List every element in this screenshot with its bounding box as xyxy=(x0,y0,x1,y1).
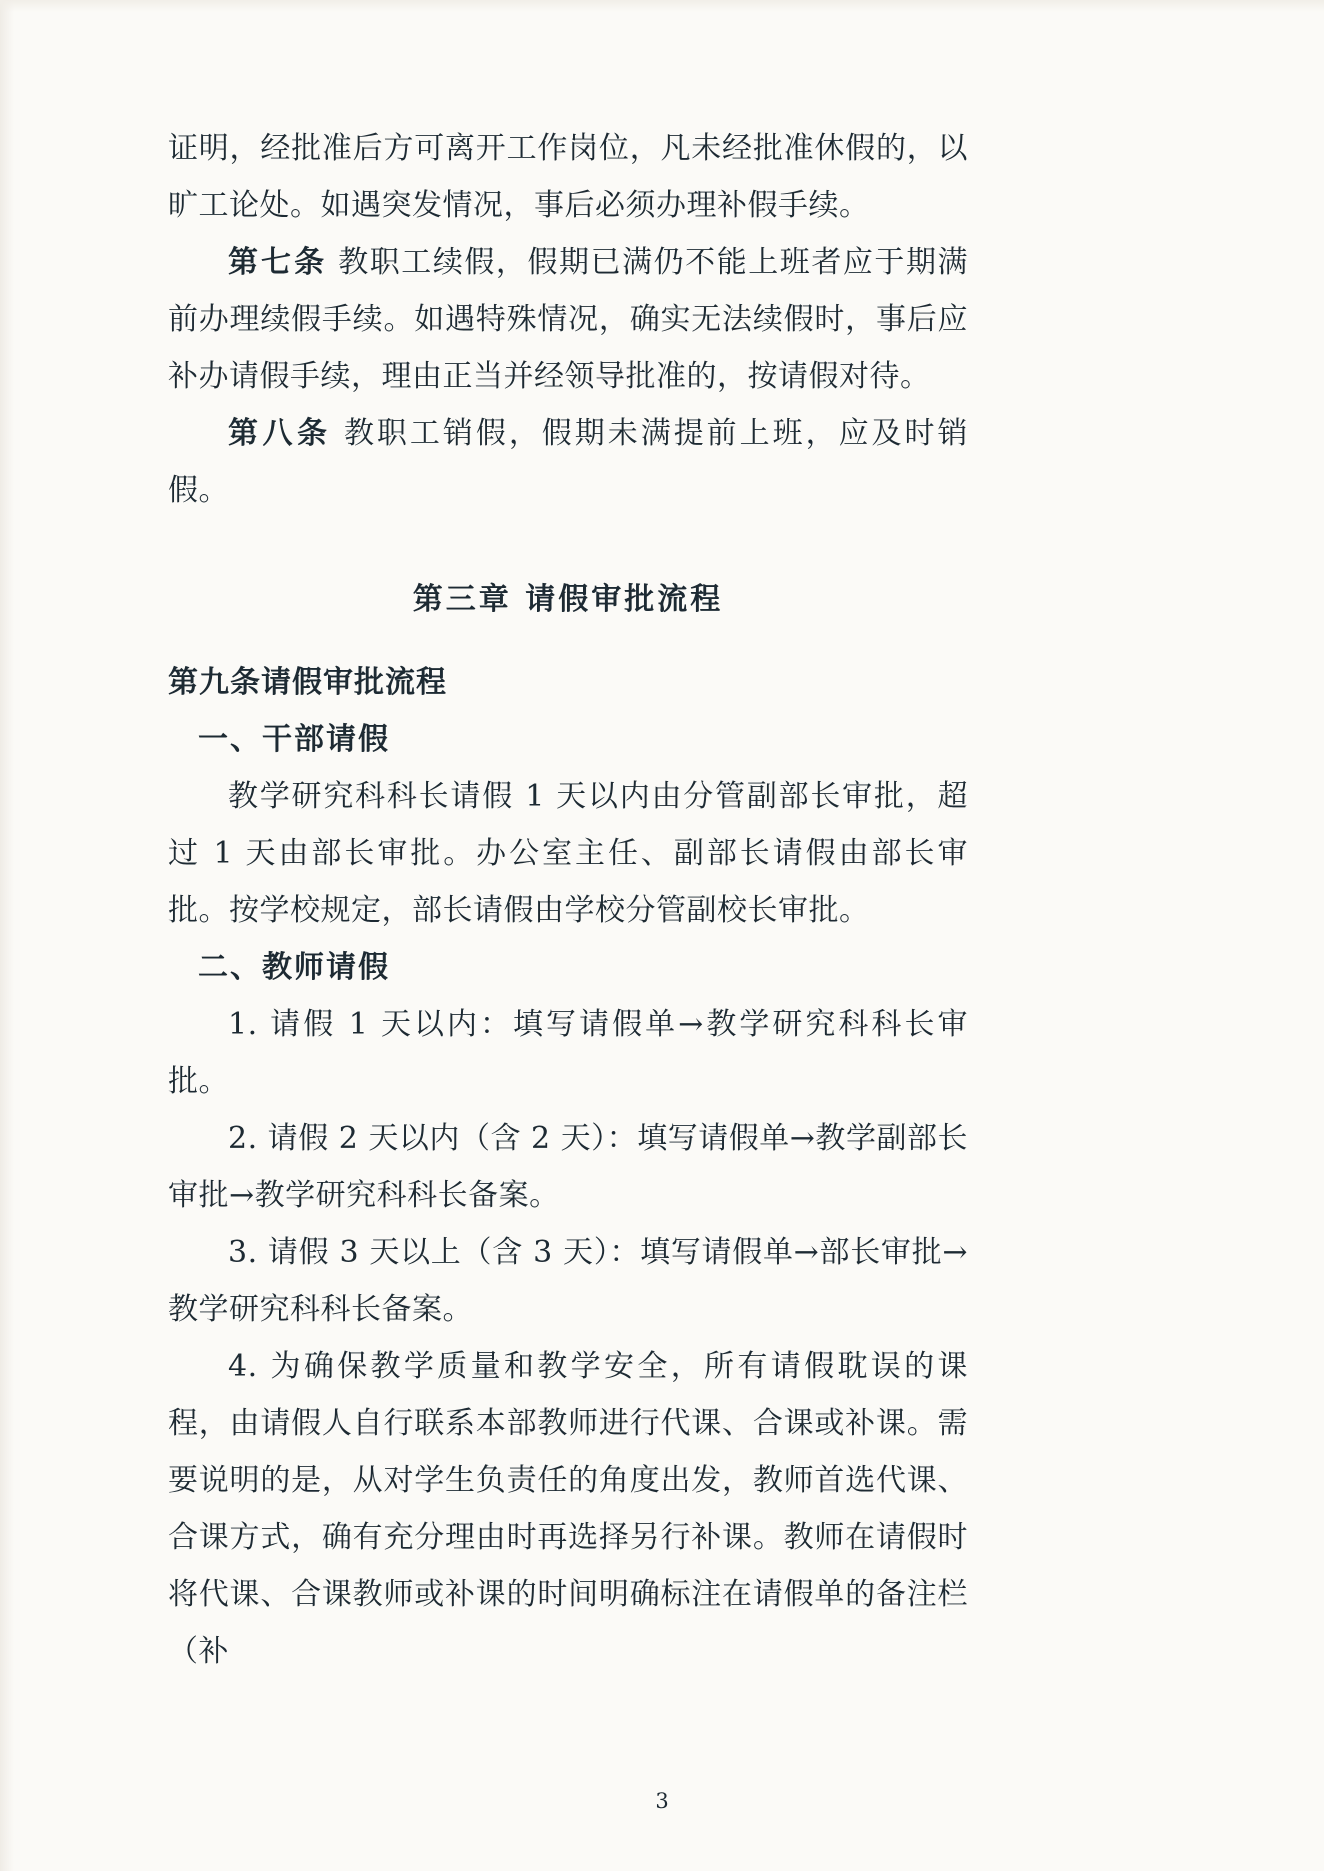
chapter-heading: 第三章 请假审批流程 xyxy=(412,582,724,617)
article-body-8: 教职工销假，假期未满提前上班，应及时销假。 xyxy=(168,416,969,508)
paragraph-section-2-3: 3. 请假 3 天以上（含 3 天）：填写请假单→部长审批→教学研究科科长备案。 xyxy=(168,1235,968,1327)
paragraph-section-2-2: 2. 请假 2 天以内（含 2 天）：填写请假单→教学副部长审批→教学研究科科长备案。 xyxy=(168,1121,968,1213)
section-heading-2: 二、教师请假 xyxy=(198,950,390,985)
paragraph-continued: 证明，经批准后方可离开工作岗位，凡未经批准休假的，以旷工论处。如遇突发情况，事后必须办理补假手续。 xyxy=(168,131,968,223)
paragraph-article-8 xyxy=(168,405,968,519)
paragraph-section-2-4: 4. 为确保教学质量和教学安全，所有请假耽误的课程，由请假人自行联系本部教师进行代课、合课或补课。需要说明的是，从对学生负责任的角度出发，教师首选代课、合课方式，确有充分理由时再选择另行补课。教师在请假时将代课、合课教师或补课的时间明确标注在请假单的备注栏（补 xyxy=(168,1349,968,1669)
page-edge-shadow-left xyxy=(0,0,14,1871)
page-content xyxy=(168,120,968,1680)
paragraph-section-1-1: 教学研究科科长请假 1 天以内由分管副部长审批，超过 1 天由部长审批。办公室主任、副部长请假由部长审批。按学校规定，部长请假由学校分管副校长审批。 xyxy=(168,779,968,928)
page-edge-shadow-top xyxy=(0,0,1324,12)
article-body-7: 教职工续假，假期已满仍不能上班者应于期满前办理续假手续。如遇特殊情况，确实无法续假时，事后应补办请假手续，理由正当并经领导批准的，按请假对待。 xyxy=(168,245,968,394)
section-heading-article-9: 第九条请假审批流程 xyxy=(168,665,447,700)
paragraph-section-2-1: 1. 请假 1 天以内：填写请假单→教学研究科科长审批。 xyxy=(168,1007,968,1099)
article-term-7: 第七条 xyxy=(228,245,328,280)
article-term-8: 第八条 xyxy=(228,416,332,451)
page-number: 3 xyxy=(655,1789,669,1813)
paragraph-article-7 xyxy=(168,234,968,405)
section-heading-1: 一、干部请假 xyxy=(198,722,390,757)
